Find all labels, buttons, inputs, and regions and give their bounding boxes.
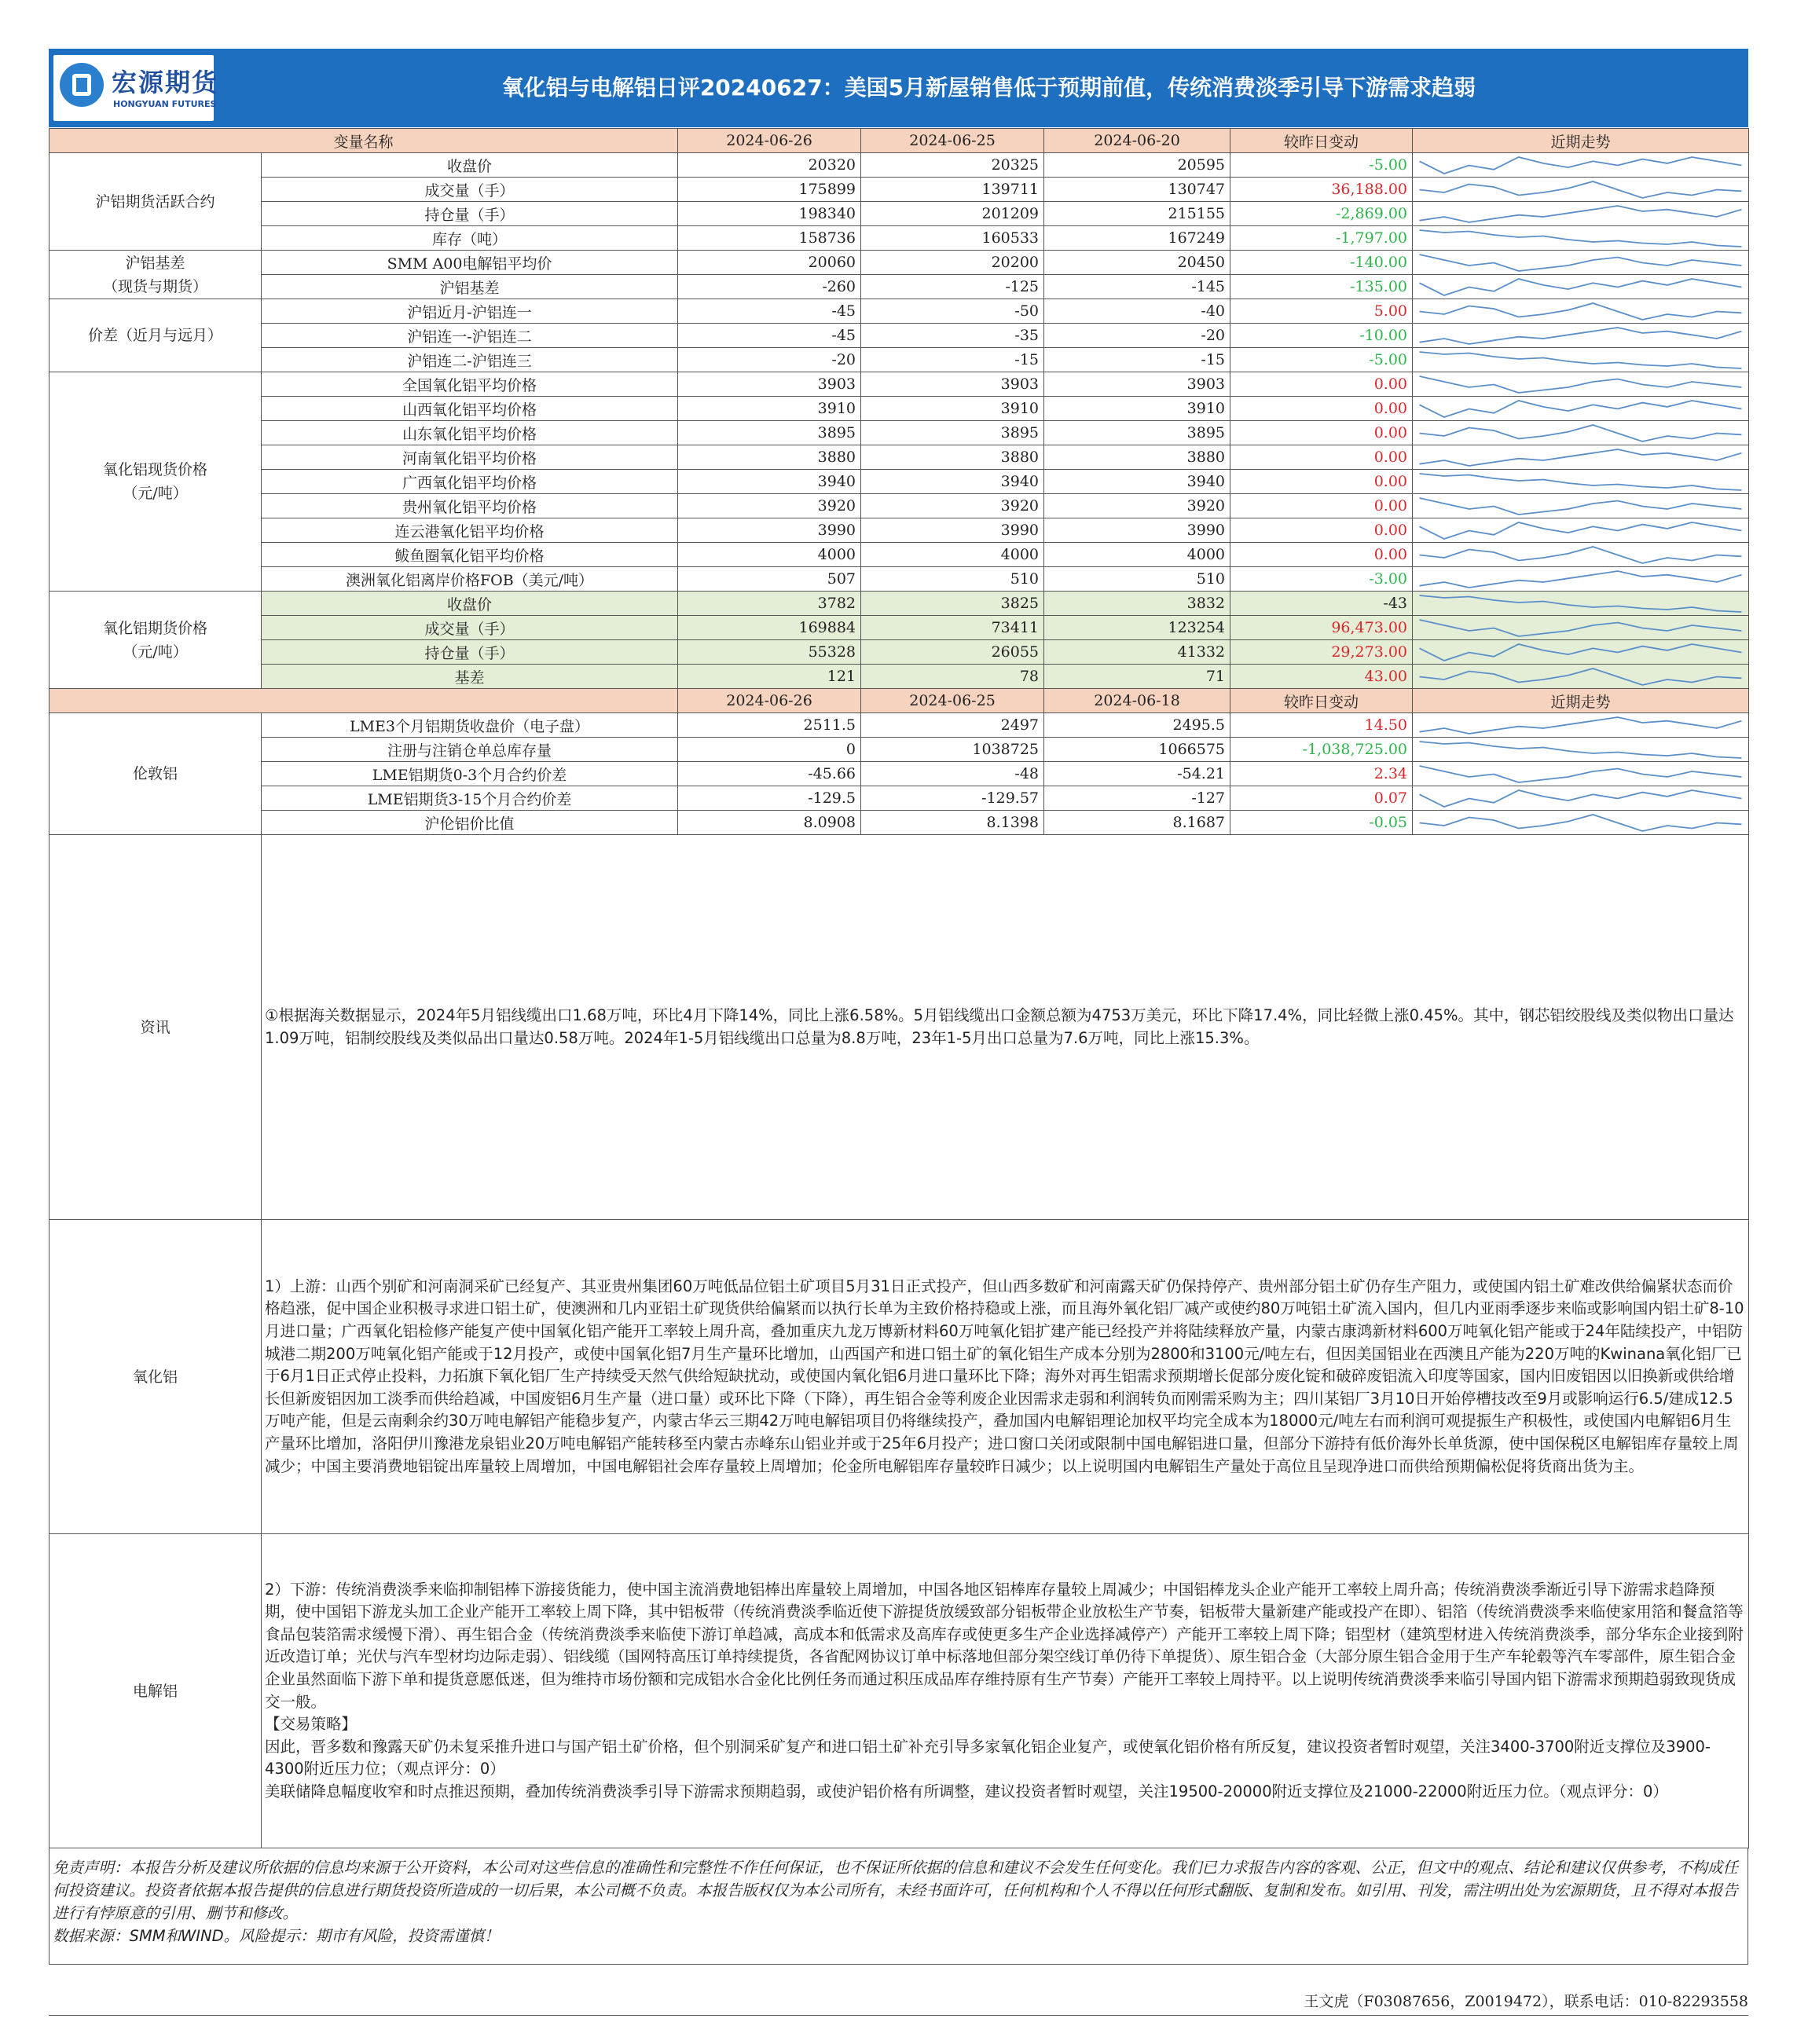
table-row — [50, 713, 1749, 738]
trend-cell — [1413, 324, 1749, 348]
sparkline-chart — [1413, 568, 1748, 591]
value-cell: 3880 — [1044, 445, 1230, 470]
value-cell: 139711 — [861, 178, 1044, 202]
value-cell: 55328 — [678, 640, 861, 665]
sparkline-chart — [1413, 178, 1748, 201]
value-cell: 20320 — [678, 153, 861, 178]
value-cell: 121 — [678, 665, 861, 689]
variable-name: 鲅鱼圈氧化铝平均价格 — [262, 543, 678, 567]
value-cell: 2511.5 — [678, 713, 861, 738]
change-cell: 2.34 — [1230, 762, 1413, 786]
sparkline-chart — [1413, 397, 1748, 420]
logo-chinese-name: 宏源期货 — [112, 68, 219, 97]
change-cell: 0.07 — [1230, 786, 1413, 811]
trend-cell — [1413, 640, 1749, 665]
value-cell: 3910 — [861, 397, 1044, 421]
value-cell: 3832 — [1044, 592, 1230, 616]
variable-name: 沪铝近月-沪铝连一 — [262, 299, 678, 324]
value-cell: 3880 — [861, 445, 1044, 470]
sparkline-chart — [1413, 714, 1748, 737]
change-cell: 0.00 — [1230, 397, 1413, 421]
change-cell: 96,473.00 — [1230, 616, 1413, 640]
table-row — [50, 348, 1749, 372]
value-cell: 3940 — [678, 470, 861, 494]
change-cell: 29,273.00 — [1230, 640, 1413, 665]
column-header: 2024-06-26 — [678, 689, 861, 713]
bottom-rule — [49, 2015, 1748, 2016]
value-cell: 3910 — [1044, 397, 1230, 421]
category-label: 价差（近月与远月） — [50, 299, 262, 372]
change-cell: -5.00 — [1230, 348, 1413, 372]
value-cell: -48 — [861, 762, 1044, 786]
sparkline-chart — [1413, 592, 1748, 615]
sparkline-chart — [1413, 495, 1748, 518]
sparkline-chart — [1413, 203, 1748, 225]
value-cell: 20595 — [1044, 153, 1230, 178]
variable-name: LME3个月铝期货收盘价（电子盘） — [262, 713, 678, 738]
variable-name: 持仓量（手） — [262, 202, 678, 226]
trend-cell — [1413, 153, 1749, 178]
variable-name: 连云港氧化铝平均价格 — [262, 518, 678, 543]
section-label: 资讯 — [50, 835, 262, 1220]
value-cell: 167249 — [1044, 226, 1230, 251]
column-header: 较昨日变动 — [1230, 689, 1413, 713]
section-text — [262, 1220, 1749, 1534]
disclaimer-body: 免责声明：本报告分析及建议所依据的信息均来源于公开资料，本公司对这些信息的准确性和完整性不作任何保证，也不保证所依据的信息和建议不会发生任何变化。我们已力求报告内容的客观、公正，但文中的观点、结论和建议仅供参考，不构成任何投资建议。投资者依据本报告提供的信息进行期货投资所造成的一切后果，本公司概不负责。本报告版权仅为本公司所有，未经书面许可，任何机构和个人不得以任何形式翻版、复制和发布。如引用、刊发，需注明出处为宏源期货，且不得对本报告进行有悖原意的引用、删节和修改。 — [53, 1859, 1739, 1922]
change-cell: -10.00 — [1230, 324, 1413, 348]
trend-cell — [1413, 762, 1749, 786]
table-row — [50, 397, 1749, 421]
trend-cell — [1413, 518, 1749, 543]
value-cell: -15 — [1044, 348, 1230, 372]
trend-cell — [1413, 397, 1749, 421]
variable-name: 收盘价 — [262, 592, 678, 616]
section-label: 电解铝 — [50, 1534, 262, 1848]
sparkline-chart — [1413, 154, 1748, 177]
sparkline-chart — [1413, 641, 1748, 664]
category-label: 伦敦铝 — [50, 713, 262, 835]
value-cell: 3920 — [861, 494, 1044, 518]
value-cell: 3895 — [861, 421, 1044, 445]
variable-name: LME铝期货3-15个月合约价差 — [262, 786, 678, 811]
value-cell: 1038725 — [861, 738, 1044, 762]
value-cell: 3990 — [1044, 518, 1230, 543]
trend-cell — [1413, 178, 1749, 202]
value-cell: -20 — [678, 348, 861, 372]
sparkline-chart — [1413, 251, 1748, 274]
electrolytic-analysis: 2）下游：传统消费淡季来临抑制铝棒下游接货能力，使中国主流消费地铝棒出库量较上周增加，中国各地区铝棒库存量较上周减少；中国铝棒龙头企业产能开工率较上周升高；传统消费淡季渐近引导下游需求趋降预期，使中国铝下游龙头加工企业产能开工率较上周下降，其中铝板带（传统消费淡季临近使下游提货放缓致部分铝板带企业放松生产节奏，铝板带大量新建产能或投产在即）、铝箔（传统消费淡季来临使家用箔和餐盒箔等食品包装箔需求缓慢下滑）、再生铝合金（传统消费淡季来临使下游订单趋减，高成本和低需求及高库存或使更多生产企业选择减停产）产能开工率较上周下降；铝型材（建筑型材进入传统消费淡季，部分华东企业接到附近改造订单；光伏与汽车型材均边际走弱）、铝线缆（国网特高压订单持续提货，各省配网协议订单中标落地但部分架空线订单仍待下单提货）、原生铝合金（大部分原生铝合金用于生产车轮毂等汽车零部件，原生铝合金企业虽然面临下游下单和提货意愿低迷，但为维持市场份额和完成铝水合金化比例任务而通过积压成品库存维持原有生产节奏）产能开工率较上周持平。以上说明传统消费淡季来临引导国内铝下游需求预期趋弱致现货成交一般。 — [265, 1580, 1744, 1711]
strategy-title: 【交易策略】 — [265, 1715, 358, 1734]
logo-english-name: HONGYUAN FUTURES — [113, 99, 217, 109]
variable-name: 山东氧化铝平均价格 — [262, 421, 678, 445]
value-cell: 3895 — [1044, 421, 1230, 445]
alumina-analysis: 1）上游：山西个别矿和河南洞采矿已经复产、其亚贵州集团60万吨低品位铝土矿项目5月31日正式投产，但山西多数矿和河南露天矿仍保持停产、贵州部分铝土矿仍存生产阻力，或使国内铝土矿难改供给偏紧状态而价格趋涨，促中国企业积极寻求进口铝土矿，使澳洲和几内亚铝土矿现货供给偏紧而以执行长单为主致价格持稳或上涨，而且海外氧化铝厂减产或使约80万吨铝土矿流入国内，但几内亚雨季逐步来临或影响国内铝土矿8-10月进口量；广西氧化铝检修产能复产使中国氧化铝产能开工率较上周升高，叠加重庆九龙万博新材料60万吨氧化铝扩建产能已经投产并将陆续释放产量，内蒙古康鸿新材料600万吨氧化铝产能或于24年陆续投产，中铝防城港二期200万吨氧化铝产能或于12月投产，或使中国氧化铝7月生产量环比增加，山西国产和进口铝土矿的氧化铝生产成本分别为2800和3100元/吨左右，但因美国铝业在西澳且产能为220万吨的Kwinana氧化铝厂已于6月1日正式停止投料，力拓旗下氧化铝厂生产持续受天然气供给短缺扰动，或使国内氧化铝6月进口量环比下降；海外对再生铝需求预期增长促部分废化锭和破碎废铝流入印度等国家，国内旧废铝因以旧换新或供给增长但新废铝因加工淡季而供给趋减，中国废铝6月生产量（进口量）或环比下降（下降），再生铝合金等利废企业因需求走弱和利润转负而刚需采购为主；四川某铝厂3月10日开始停槽技改至9月或影响运行6.5/建成12.5万吨产能，但是云南剩余约30万吨电解铝产能稳步复产，内蒙古华云三期42万吨电解铝项目仍将继续投产，叠加国内电解铝理论加权平均完全成本为18000元/吨左右而利润可观提振生产积极性，或使国内电解铝6月生产量环比增加，洛阳伊川豫港龙泉铝业20万吨电解铝产能转移至内蒙古赤峰东山铝业并或于25年6月投产；进口窗口关闭或限制中国电解铝进口量，但部分下游持有低价海外长单货源，使中国保税区电解铝库存量较上周减少；中国主要消费地铝锭出库量较上周增加，中国电解铝社会库存量较上周增加；伦金所电解铝库存量较昨日减少；以上说明国内电解铝生产量处于高位且呈现净进口而供给预期偏松促将货商出货为主。 — [265, 1277, 1744, 1475]
value-cell: 175899 — [678, 178, 861, 202]
disclaimer-text — [53, 1856, 1742, 1947]
sparkline-chart — [1413, 446, 1748, 469]
sparkline-chart — [1413, 471, 1748, 493]
change-cell: 0.00 — [1230, 494, 1413, 518]
value-cell: 160533 — [861, 226, 1044, 251]
report-header — [49, 49, 1748, 127]
text-section-row — [50, 1220, 1749, 1534]
value-cell: 3910 — [678, 397, 861, 421]
trend-cell — [1413, 738, 1749, 762]
table-header-row — [50, 129, 1749, 153]
trend-cell — [1413, 348, 1749, 372]
value-cell: 3990 — [861, 518, 1044, 543]
value-cell: 4000 — [678, 543, 861, 567]
value-cell: 3920 — [678, 494, 861, 518]
data-table — [49, 128, 1749, 1848]
value-cell: 8.0908 — [678, 811, 861, 835]
trend-cell — [1413, 713, 1749, 738]
value-cell: 3940 — [861, 470, 1044, 494]
change-cell: 43.00 — [1230, 665, 1413, 689]
sparkline-chart — [1413, 324, 1748, 347]
sparkline-chart — [1413, 227, 1748, 250]
table-row — [50, 178, 1749, 202]
strategy-aluminum: 美联储降息幅度收窄和时点推迟预期，叠加传统消费淡季引导下游需求预期趋弱，或使沪铝价格有所调整，建议投资者暂时观望，关注19500-20000附近支撑位及21000-22000附近压力位。（观点评分：0） — [265, 1782, 1668, 1800]
trend-cell — [1413, 616, 1749, 640]
trend-cell — [1413, 372, 1749, 397]
variable-name: 收盘价 — [262, 153, 678, 178]
trend-cell — [1413, 299, 1749, 324]
value-cell: 0 — [678, 738, 861, 762]
column-header: 2024-06-25 — [861, 129, 1044, 153]
trend-cell — [1413, 251, 1749, 275]
category-label: 氧化铝现货价格 （元/吨） — [50, 372, 262, 592]
change-cell: 0.00 — [1230, 421, 1413, 445]
trend-cell — [1413, 494, 1749, 518]
value-cell: 130747 — [1044, 178, 1230, 202]
column-header: 2024-06-25 — [861, 689, 1044, 713]
value-cell: 169884 — [678, 616, 861, 640]
change-cell: -43 — [1230, 592, 1413, 616]
category-label: 氧化铝期货价格 （元/吨） — [50, 592, 262, 689]
value-cell: 510 — [1044, 567, 1230, 592]
value-cell: 20325 — [861, 153, 1044, 178]
variable-name: 河南氧化铝平均价格 — [262, 445, 678, 470]
variable-name: 持仓量（手） — [262, 640, 678, 665]
sparkline-chart — [1413, 617, 1748, 639]
value-cell: 3903 — [861, 372, 1044, 397]
change-cell: -140.00 — [1230, 251, 1413, 275]
change-cell: -1,038,725.00 — [1230, 738, 1413, 762]
trend-cell — [1413, 275, 1749, 299]
variable-name: 澳洲氧化铝离岸价格FOB（美元/吨） — [262, 567, 678, 592]
table-row — [50, 543, 1749, 567]
value-cell: -50 — [861, 299, 1044, 324]
column-header: 较昨日变动 — [1230, 129, 1413, 153]
sparkline-chart — [1413, 665, 1748, 688]
value-cell: 198340 — [678, 202, 861, 226]
change-cell: 0.00 — [1230, 543, 1413, 567]
table-row — [50, 786, 1749, 811]
value-cell: -35 — [861, 324, 1044, 348]
column-header — [50, 689, 678, 713]
category-label: 沪铝期货活跃合约 — [50, 153, 262, 251]
value-cell: 3903 — [678, 372, 861, 397]
sparkline-chart — [1413, 763, 1748, 786]
value-cell: 26055 — [861, 640, 1044, 665]
value-cell: -54.21 — [1044, 762, 1230, 786]
table-row — [50, 592, 1749, 616]
value-cell: 510 — [861, 567, 1044, 592]
value-cell: -129.5 — [678, 786, 861, 811]
variable-name: 成交量（手） — [262, 616, 678, 640]
variable-name: 成交量（手） — [262, 178, 678, 202]
change-cell: -3.00 — [1230, 567, 1413, 592]
column-header: 近期走势 — [1413, 689, 1749, 713]
change-cell: 0.00 — [1230, 445, 1413, 470]
section-text — [262, 835, 1749, 1220]
analyst-signature: 王文虎（F03087656，Z0019472），联系电话：010-82293558 — [1304, 1993, 1748, 2010]
value-cell: 3920 — [1044, 494, 1230, 518]
column-header: 2024-06-20 — [1044, 129, 1230, 153]
value-cell: 20060 — [678, 251, 861, 275]
table-row — [50, 445, 1749, 470]
value-cell: 8.1398 — [861, 811, 1044, 835]
value-cell: -145 — [1044, 275, 1230, 299]
sparkline-chart — [1413, 349, 1748, 372]
company-logo — [53, 55, 219, 121]
value-cell: -45.66 — [678, 762, 861, 786]
sparkline-chart — [1413, 787, 1748, 810]
value-cell: -40 — [1044, 299, 1230, 324]
change-cell: 0.00 — [1230, 470, 1413, 494]
table-row — [50, 665, 1749, 689]
value-cell: 215155 — [1044, 202, 1230, 226]
column-header: 2024-06-26 — [678, 129, 861, 153]
table-row — [50, 372, 1749, 397]
value-cell: -45 — [678, 299, 861, 324]
variable-name: 全国氧化铝平均价格 — [262, 372, 678, 397]
value-cell: 2497 — [861, 713, 1044, 738]
trend-cell — [1413, 226, 1749, 251]
table-row — [50, 226, 1749, 251]
change-cell: -5.00 — [1230, 153, 1413, 178]
value-cell: 4000 — [1044, 543, 1230, 567]
change-cell: 0.00 — [1230, 372, 1413, 397]
change-cell: -135.00 — [1230, 275, 1413, 299]
value-cell: 158736 — [678, 226, 861, 251]
report-title: 氧化铝与电解铝日评20240627：美国5月新屋销售低于预期前值，传统消费淡季引导下游需求趋弱 — [501, 75, 1476, 101]
trend-cell — [1413, 567, 1749, 592]
table-row — [50, 616, 1749, 640]
trend-cell — [1413, 786, 1749, 811]
sparkline-chart — [1413, 811, 1748, 834]
trend-cell — [1413, 470, 1749, 494]
value-cell: 123254 — [1044, 616, 1230, 640]
trend-cell — [1413, 421, 1749, 445]
table-row — [50, 421, 1749, 445]
table-row — [50, 275, 1749, 299]
variable-name: 注册与注销仓单总库存量 — [262, 738, 678, 762]
change-cell: 36,188.00 — [1230, 178, 1413, 202]
disclaimer-box — [49, 1848, 1748, 1965]
sparkline-chart — [1413, 276, 1748, 299]
table-row — [50, 470, 1749, 494]
table-row — [50, 518, 1749, 543]
value-cell: 1066575 — [1044, 738, 1230, 762]
trend-cell — [1413, 543, 1749, 567]
value-cell: 41332 — [1044, 640, 1230, 665]
table-row — [50, 811, 1749, 835]
value-cell: 3903 — [1044, 372, 1230, 397]
value-cell: -129.57 — [861, 786, 1044, 811]
value-cell: 3940 — [1044, 470, 1230, 494]
section-text — [262, 1534, 1749, 1848]
value-cell: 78 — [861, 665, 1044, 689]
value-cell: -20 — [1044, 324, 1230, 348]
value-cell: 3880 — [678, 445, 861, 470]
variable-name: 沪铝连二-沪铝连三 — [262, 348, 678, 372]
change-cell: 14.50 — [1230, 713, 1413, 738]
table-row — [50, 299, 1749, 324]
value-cell: 3990 — [678, 518, 861, 543]
variable-name: 沪铝基差 — [262, 275, 678, 299]
table-row — [50, 494, 1749, 518]
trend-cell — [1413, 592, 1749, 616]
sparkline-chart — [1413, 738, 1748, 761]
section-label: 氧化铝 — [50, 1220, 262, 1534]
table-row — [50, 251, 1749, 275]
value-cell: -260 — [678, 275, 861, 299]
value-cell: -125 — [861, 275, 1044, 299]
variable-name: 库存（吨） — [262, 226, 678, 251]
value-cell: 20450 — [1044, 251, 1230, 275]
value-cell: 71 — [1044, 665, 1230, 689]
table-row — [50, 153, 1749, 178]
value-cell: 4000 — [861, 543, 1044, 567]
change-cell: 5.00 — [1230, 299, 1413, 324]
variable-name: 沪铝连一-沪铝连二 — [262, 324, 678, 348]
value-cell: 3825 — [861, 592, 1044, 616]
change-cell: -1,797.00 — [1230, 226, 1413, 251]
category-label: 沪铝基差 （现货与期货） — [50, 251, 262, 299]
text-section-row — [50, 1534, 1749, 1848]
variable-name: 沪伦铝价比值 — [262, 811, 678, 835]
variable-name: 广西氧化铝平均价格 — [262, 470, 678, 494]
table-row — [50, 202, 1749, 226]
variable-name: 贵州氧化铝平均价格 — [262, 494, 678, 518]
change-cell: -0.05 — [1230, 811, 1413, 835]
trend-cell — [1413, 202, 1749, 226]
sparkline-chart — [1413, 373, 1748, 396]
sparkline-chart — [1413, 422, 1748, 445]
table-row — [50, 738, 1749, 762]
variable-name: SMM A00电解铝平均价 — [262, 251, 678, 275]
variable-name: LME铝期货0-3个月合约价差 — [262, 762, 678, 786]
value-cell: 507 — [678, 567, 861, 592]
logo-emblem-icon — [60, 63, 104, 107]
value-cell: -15 — [861, 348, 1044, 372]
variable-name: 山西氧化铝平均价格 — [262, 397, 678, 421]
value-cell: -127 — [1044, 786, 1230, 811]
sparkline-chart — [1413, 300, 1748, 323]
value-cell: 201209 — [861, 202, 1044, 226]
value-cell: 8.1687 — [1044, 811, 1230, 835]
strategy-alumina: 因此，晋多数和豫露天矿仍未复采推升进口与国产铝土矿价格，但个别洞采矿复产和进口铝土矿补充引导多家氧化铝企业复产，或使氧化铝价格有所反复，建议投资者暂时观望，关注3400-3700附近支撑位及3900-4300附近压力位；（观点评分：0） — [265, 1737, 1711, 1778]
sparkline-chart — [1413, 519, 1748, 542]
trend-cell — [1413, 665, 1749, 689]
value-cell: 3782 — [678, 592, 861, 616]
value-cell: 3895 — [678, 421, 861, 445]
table-row — [50, 640, 1749, 665]
news-text: ①根据海关数据显示，2024年5月铝线缆出口1.68万吨，环比4月下降14%，同比上涨6.58%。5月铝线缆出口金额总额为4753万美元，环比下降17.4%，同比轻微上涨0.45%。其中，钢芯铝绞股线及类似物出口量达1.09万吨，铝制绞股线及类似品出口量达0.58万吨。2024年1-5月铝线缆出口总量为8.8万吨，23年1-5月出口总量为7.6万吨，同比上涨15.3%。 — [265, 1006, 1734, 1047]
change-cell: 0.00 — [1230, 518, 1413, 543]
value-cell: 20200 — [861, 251, 1044, 275]
table-row — [50, 762, 1749, 786]
data-source: 数据来源：SMM和WIND。风险提示：期市有风险，投资需谨慎！ — [53, 1927, 500, 1945]
trend-cell — [1413, 445, 1749, 470]
column-header: 2024-06-18 — [1044, 689, 1230, 713]
change-cell: -2,869.00 — [1230, 202, 1413, 226]
column-header: 变量名称 — [50, 129, 678, 153]
table-row — [50, 567, 1749, 592]
trend-cell — [1413, 811, 1749, 835]
sparkline-chart — [1413, 544, 1748, 566]
variable-name: 基差 — [262, 665, 678, 689]
report-sheet — [49, 49, 1748, 2027]
value-cell: 2495.5 — [1044, 713, 1230, 738]
text-section-row — [50, 835, 1749, 1220]
table-row — [50, 324, 1749, 348]
table-header-row — [50, 689, 1749, 713]
column-header: 近期走势 — [1413, 129, 1749, 153]
value-cell: 73411 — [861, 616, 1044, 640]
value-cell: -45 — [678, 324, 861, 348]
